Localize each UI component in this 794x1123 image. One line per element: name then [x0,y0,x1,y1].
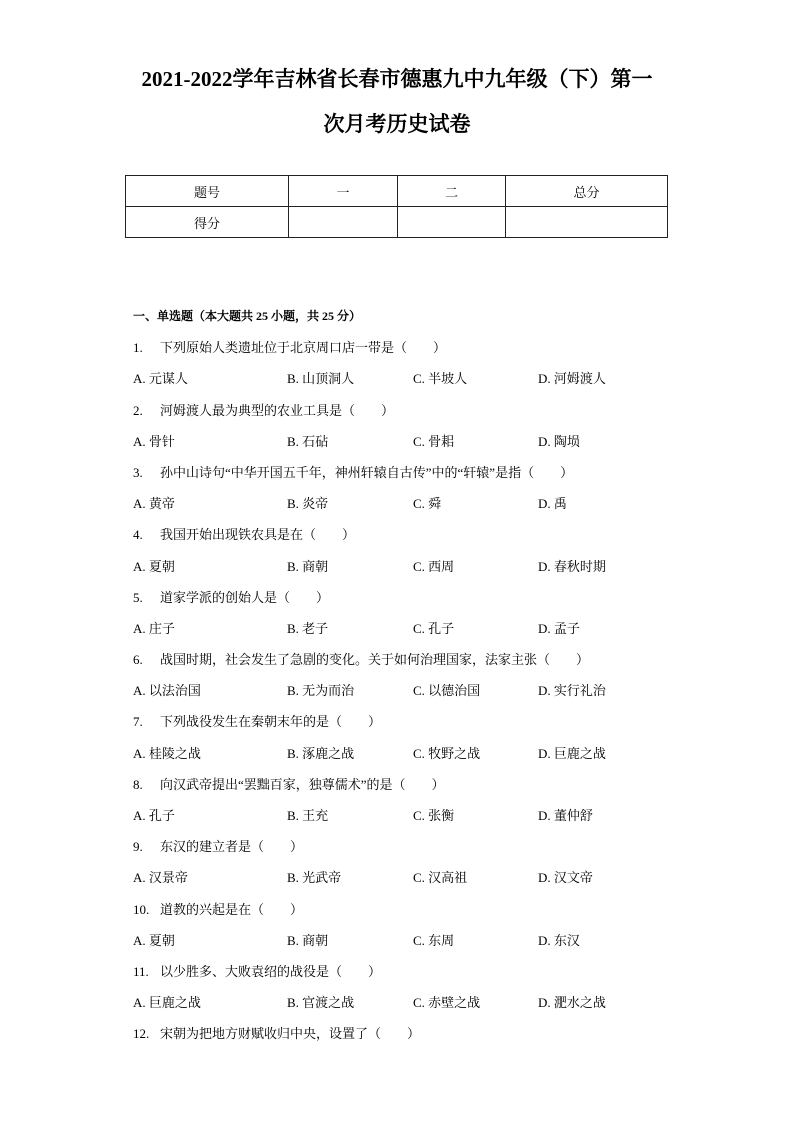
option-c: C. 以德治国 [413,683,481,699]
score-table-column-1: 一 [289,176,398,207]
question-text: 下列战役发生在秦朝末年的是（ ） [160,714,382,730]
question-text: 道教的兴起是在（ ） [160,901,304,917]
option-c: C. 东周 [413,932,455,948]
option-d: D. 东汉 [538,932,580,948]
question-number: 5. [133,589,143,605]
option-a: A. 巨鹿之战 [133,995,201,1011]
option-d: D. 淝水之战 [538,995,606,1011]
question-number: 11. [133,963,149,979]
question-item [133,831,693,862]
question-text: 我国开始出现铁农具是在（ ） [160,527,356,543]
option-b: B. 王充 [287,808,329,823]
option-row [133,363,693,394]
question-number: 3. [133,464,143,480]
option-c: C. 孔子 [413,620,455,636]
question-number: 10. [133,901,150,917]
question-item [133,956,693,987]
option-b: B. 老子 [287,620,329,636]
question-text: 下列原始人类遗址位于北京周口店一带是（ ） [160,340,447,356]
question-list [133,332,693,1049]
option-d: D. 巨鹿之战 [538,745,606,761]
score-cell-section-2 [398,207,506,238]
option-d: D. 禹 [538,496,567,512]
option-c: C. 半坡人 [413,371,468,387]
score-table-column-2: 二 [398,176,506,207]
question-item [133,706,693,737]
option-b: B. 光武帝 [287,870,342,886]
score-table [125,175,668,238]
question-number: 1. [133,340,143,356]
option-row [133,862,693,893]
option-a: A. 夏朝 [133,932,175,948]
question-item [133,519,693,550]
option-c: C. 舜 [413,496,442,512]
option-b: B. 商朝 [287,558,329,574]
question-text: 以少胜多、大败袁绍的战役是（ ） [160,963,382,979]
score-table-header-row [126,176,668,207]
option-b: B. 无为而治 [287,683,355,699]
question-item [133,332,693,363]
exam-title [0,57,794,147]
option-b: B. 炎帝 [287,496,329,512]
question-text: 宋朝为把地方财赋收归中央，设置了（ ） [160,1026,421,1042]
option-b: B. 涿鹿之战 [287,745,355,761]
option-c: C. 张衡 [413,808,455,823]
option-row [133,488,693,519]
option-b: B. 商朝 [287,932,329,948]
option-a: A. 桂陵之战 [133,745,201,761]
score-table-row-label: 得分 [126,207,289,238]
question-number: 6. [133,652,143,668]
option-c: C. 牧野之战 [413,745,481,761]
score-table-score-row [126,207,668,238]
option-row [133,675,693,706]
option-a: A. 庄子 [133,620,175,636]
option-row [133,426,693,457]
option-d: D. 孟子 [538,620,580,636]
score-cell-section-1 [289,207,398,238]
exam-title-line-2: 次月考历史试卷 [323,112,471,136]
option-a: A. 黄帝 [133,496,175,512]
option-d: D. 董仲舒 [538,808,593,823]
section-heading: 一、单选题（本大题共 25 小题，共 25 分） [133,309,362,323]
exam-content [133,301,693,1050]
question-item [133,582,693,613]
question-number: 8. [133,776,143,792]
question-text: 河姆渡人最为典型的农业工具是（ ） [160,402,395,418]
option-b: B. 官渡之战 [287,995,355,1011]
score-table-header-label: 题号 [126,176,289,207]
option-d: D. 河姆渡人 [538,371,606,387]
question-item [133,395,693,426]
option-row [133,987,693,1018]
question-text: 向汉武帝提出“罢黜百家，独尊儒术”的是（ ） [160,776,445,792]
option-a: A. 夏朝 [133,558,175,574]
exam-title-line-1: 2021-2022学年吉林省长春市德惠九中九年级（下）第一 [141,67,653,91]
option-row [133,925,693,956]
option-d: D. 实行礼治 [538,683,606,699]
option-a: A. 汉景帝 [133,870,188,886]
option-d: D. 汉文帝 [538,870,593,886]
question-item [133,1018,693,1049]
option-c: C. 骨耜 [413,433,455,449]
option-b: B. 山顶洞人 [287,371,355,387]
question-number: 2. [133,402,143,418]
question-text: 东汉的建立者是（ ） [160,839,304,855]
option-row [133,738,693,769]
option-a: A. 孔子 [133,808,175,823]
question-item [133,644,693,675]
option-c: C. 汉高祖 [413,870,468,886]
option-d: D. 春秋时期 [538,558,606,574]
option-row [133,551,693,582]
score-cell-total [506,207,668,238]
option-c: C. 赤壁之战 [413,995,481,1011]
question-text: 道家学派的创始人是（ ） [160,589,330,605]
question-number: 7. [133,714,143,730]
question-number: 12. [133,1026,150,1042]
question-number: 9. [133,839,143,855]
question-number: 4. [133,527,143,543]
option-c: C. 西周 [413,558,455,574]
option-a: A. 元谋人 [133,371,188,387]
option-row [133,613,693,644]
question-text: 孙中山诗句“中华开国五千年，神州轩辕自古传”中的“轩辕”是指（ ） [160,464,574,480]
option-a: A. 以法治国 [133,683,201,699]
question-text: 战国时期，社会发生了急剧的变化。关于如何治理国家，法家主张（ ） [160,652,590,668]
option-d: D. 陶埙 [538,433,580,449]
option-a: A. 骨针 [133,433,175,449]
question-item [133,457,693,488]
option-row [133,800,693,831]
option-b: B. 石砧 [287,433,329,449]
question-item [133,769,693,800]
score-table-column-total: 总分 [506,176,668,207]
question-item [133,894,693,925]
